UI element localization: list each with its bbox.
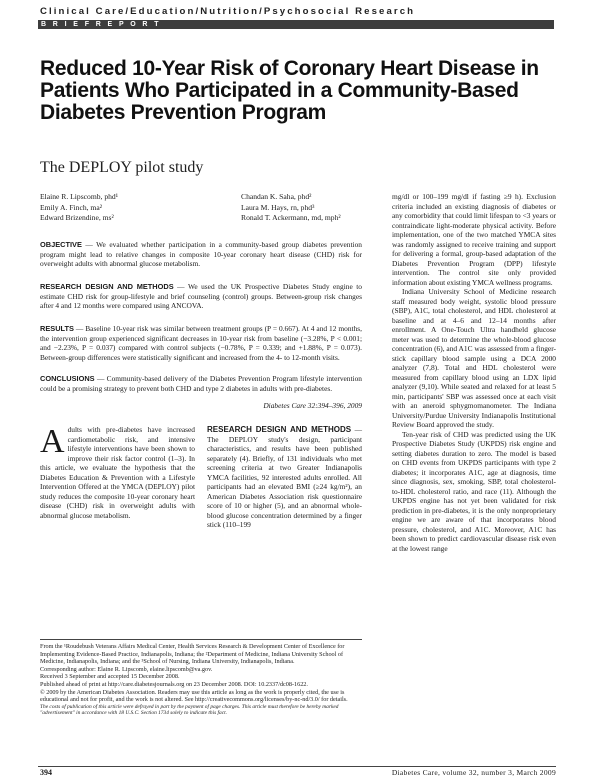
author: Emily A. Finch, ma² [40, 202, 102, 212]
conclusions-text: — Community-based delivery of the Diabetes Prevention Program lifestyle intervention could be a promising strategy to prevent both CHD and type 2 diabetes in adults with pre-diabetes. [40, 374, 362, 393]
results-label: RESULTS [40, 324, 74, 333]
results-text: — Baseline 10-year risk was similar between treatment groups (P = 0.667). At 4 and 12 months, the intervention group experienced significant decreases in 10-year risk from baseline (−3.28%, P < 0.001; and −2.23%, P = 0.037) compared with control subjects (−0.78%, P = 0.339; and +1.88%, P = 0.073). Between-group differences were statistically significant and increased from the 4- to 12-month visits. [40, 324, 362, 362]
design-label: RESEARCH DESIGN AND METHODS [40, 282, 174, 291]
citation: Diabetes Care 32:394–396, 2009 [263, 401, 362, 410]
footnote-divider [40, 639, 362, 640]
paragraph: Ten-year risk of CHD was predicted using the UK Prospective Diabetes Study (UKPDS) risk engine and setting diabetes duration to zero. The model is based on CHD events from UKPDS participants with type 2 diabetes; it incorporates A1C, age at diagnosis, time since diagnosis, sex, smoking, SBP, total cholesterol-to-HDL cholesterol ratio, and race (11). Although the UKPDS engine has not yet been validated for risk prediction in pre-diabetes, it is the only nonproprietary engine we are aware of that incorporates blood pressure, cholesterol, and A1C. Moreover, A1C has been shown to predict cardiovascular disease risk even at the lowest range [392, 429, 556, 553]
footnotes [40, 643, 362, 717]
conclusions-label: CONCLUSIONS [40, 374, 95, 383]
paragraph: Indiana University School of Medicine research staff measured body weight, systolic blood pressure (SBP), A1C, total cholesterol, and HDL cholesterol at baseline and at 4–6 and 12–14 months after enrollment. A One-Touch Ultra handheld glucose meter was used to determine the whole-blood glucose concentration (6), and A1C was assessed from a finger-stick capillary blood sample using a DCA 2000 analyzer (7,8). Total and HDL cholesterol were measured from capillary blood using an LDX lipid analyzer (9,10). While seated and relaxed for at least 5 min, participants' SBP was assessed once at each visit with an aneroid sphygmomanometer. The Indiana University/Purdue University Indianapolis Institutional Review Board approved the study. [392, 287, 556, 429]
abstract-design [40, 282, 362, 311]
article-subtitle: The DEPLOY pilot study [40, 159, 204, 176]
body-column-1 [40, 425, 195, 520]
body-column-2 [207, 425, 362, 530]
abstract-conclusions [40, 374, 362, 393]
methods-text: — The DEPLOY study's design, participant characteristics, and results have been published separately (4). Briefly, of 131 individuals who met screening criteria at two Greater Indianapolis YMCA facilities, 92 interested adults enrolled. All participants had an elevated BMI (≥24 kg/m²), an American Diabetes Association risk questionnaire score of 10 or higher (5), and an abnormal whole-blood glucose concentration determined by a finger stick (110–199 [207, 425, 362, 529]
author: Laura M. Hays, rn, phd³ [241, 202, 315, 212]
abstract-objective [40, 240, 362, 269]
authors-right [241, 192, 341, 224]
paragraph: mg/dl or 100–199 mg/dl if fasting ≥9 h). Exclusion criteria included an existing diagnosis of diabetes or any comorbidity that could limit lifespan to <3 years or contraindicate light-moderate physical activity. Before implementation, one of the two matched YMCA sites was randomly assigned to receive training and support for delivering a formal, group-based adaptation of the Diabetes Prevention Program (DPP) lifestyle intervention. The control site only provided information about existing YMCA wellness programs. [392, 192, 556, 287]
objective-label: OBJECTIVE [40, 240, 82, 249]
copyright: © 2009 by the American Diabetes Association. Readers may use this article as long as the work is properly cited, the use is educational and not for profit, and the work is not altered. See http://creativecommons.org/licenses/by-nc-nd/3.0/ for details. [40, 688, 348, 704]
correspondence: Corresponding author: Elaine R. Lipscomb, elaine.lipscomb@va.gov. [40, 665, 213, 673]
brief-report-label: B R I E F R E P O R T [41, 21, 161, 28]
journal-info: Diabetes Care, volume 32, number 3, March 2009 [391, 768, 556, 777]
authors-left [40, 192, 118, 224]
author: Edward Brizendine, ms² [40, 213, 114, 223]
intro-text: dults with pre-diabetes have increased cardiometabolic risk, and intensive lifestyle interventions have been shown to improve their risk factor control (1–3). In this article, we evaluate the hypothesis that the Diabetes Education & Prevention with a Lifestyle Intervention Offered at the YMCA (DEPLOY) pilot study reduces the composite 10-year coronary heart disease (CHD) risk in overweight adults with abnormal glucose metabolism. [40, 425, 195, 520]
objective-text: — We evaluated whether participation in a community-based group diabetes prevention program might lead to relative changes in composite 10-year coronary heart disease (CHD) risk for overweight adults with abnormal glucose metabolism. [40, 240, 362, 268]
author: Elaine R. Lipscomb, phd¹ [40, 192, 118, 201]
affiliations: From the ¹Roudebush Veterans Affairs Medical Center, Health Services Research & Development Center of Excellence for Implementing Evidence-Based Practice, Indianapolis, Indiana; the ²Department of Medicine, Indiana University School of Medicine, Indianapolis, Indiana; and the ³School of Nursing, Indiana University, Indianapolis, Indiana. [40, 643, 345, 666]
section-header: Clinical Care/Education/Nutrition/Psychosocial Research [40, 6, 416, 17]
received-date: Received 3 September and accepted 15 December 2008. [40, 673, 180, 681]
publication-costs: The costs of publication of this article were defrayed in part by the payment of page charges. This article must therefore be hereby marked "advertisement" in accordance with 18 U.S.C. Section 1734 solely to indicate this fact. [40, 703, 339, 717]
article-title: Reduced 10-Year Risk of Coronary Heart Disease in Patients Who Participated in a Community-Based Diabetes Prevention Program [40, 57, 539, 124]
drop-cap: A [40, 423, 65, 460]
author: Ronald T. Ackermann, md, mph² [241, 213, 341, 223]
brief-report-bar [38, 20, 554, 29]
abstract-results [40, 324, 362, 362]
methods-heading: RESEARCH DESIGN AND METHODS [207, 425, 352, 434]
body-column-3 [392, 192, 556, 553]
page-number: 394 [40, 768, 52, 777]
design-text: — We used the UK Prospective Diabetes Study engine to estimate CHD risk for group-lifestyle and brief counseling (control) groups. Between-group risk changes after 4 and 12 months were compared using ANCOVA. [40, 282, 362, 310]
published-date: Published ahead of print at http://care.diabetesjournals.org on 23 December 2008. DOI: 10.2337/dc08-1622. [40, 680, 308, 688]
footer-divider [38, 766, 556, 767]
author: Chandan K. Saha, phd² [241, 192, 312, 201]
